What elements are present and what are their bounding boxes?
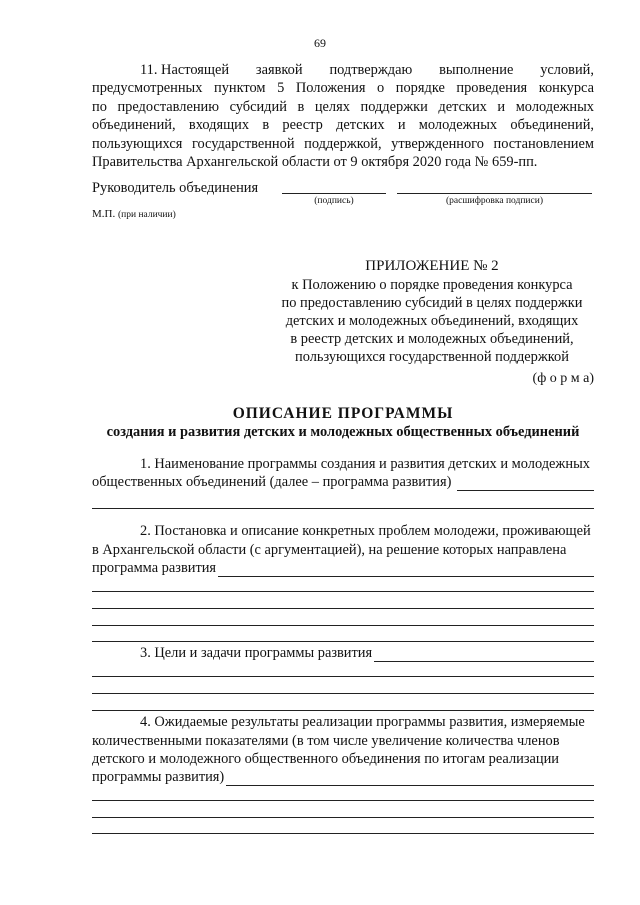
- section-4-line-1: 4. Ожидаемые результаты реализации программы развития, измеряемые: [140, 714, 585, 730]
- para11-line-5: пользующихся государственной поддержкой, утвержденного постановлением: [92, 136, 594, 152]
- appendix-line-5: пользующихся государственной поддержкой: [295, 349, 569, 365]
- section-3-line-1: [92, 645, 594, 662]
- answer-line[interactable]: [92, 693, 594, 694]
- answer-line[interactable]: [92, 641, 594, 642]
- answer-line[interactable]: [92, 833, 594, 834]
- section-2-line-2: в Архангельской области (с аргументацией), на решение которых направлена: [92, 542, 567, 558]
- seal-label: [92, 208, 176, 220]
- para11-line-1: [140, 62, 594, 79]
- appendix-line-3: детских и молодежных объединений, входящих: [285, 313, 579, 329]
- section-4-line-3: детского и молодежного общественного объединения по итогам реализации: [92, 751, 560, 767]
- answer-line[interactable]: [92, 608, 594, 609]
- form-label: (ф о р м а): [532, 371, 594, 386]
- answer-line[interactable]: [92, 817, 594, 818]
- para11-word: выполнение: [439, 62, 514, 78]
- para11-word: условий,: [540, 62, 594, 78]
- answer-line[interactable]: [92, 591, 594, 592]
- section-2-answer-field[interactable]: [218, 563, 594, 577]
- section-4-answer-field[interactable]: [226, 772, 594, 786]
- section-4-text: программы развития): [92, 769, 225, 785]
- signature-role: Руководитель объединения: [92, 180, 259, 196]
- signature-decode-caption: (расшифровка подписи): [446, 196, 543, 206]
- para11-line-3: по предоставлению субсидий в целях поддержки детских и молодежных: [92, 99, 594, 115]
- appendix-heading: ПРИЛОЖЕНИЕ № 2: [365, 258, 499, 274]
- document-title: ОПИСАНИЕ ПРОГРАММЫ: [232, 405, 454, 422]
- section-3-text: 3. Цели и задачи программы развития: [140, 645, 373, 661]
- page-number: 69: [314, 36, 326, 50]
- answer-line[interactable]: [92, 676, 594, 677]
- section-1-line-2: [92, 474, 594, 491]
- section-2-line-3: [92, 560, 594, 577]
- para11-line-4: объединений, входящих в реестр детских и молодежных объединений,: [92, 117, 594, 133]
- signature-decode-field[interactable]: [397, 193, 592, 194]
- para11-word: подтверждаю: [329, 62, 413, 78]
- answer-line[interactable]: [92, 508, 594, 509]
- section-3-answer-field[interactable]: [374, 648, 594, 662]
- section-2-text: программа развития: [92, 560, 217, 576]
- para11-line-6: Правительства Архангельской области от 9 октября 2020 года № 659-пп.: [92, 154, 538, 170]
- answer-line[interactable]: [92, 625, 594, 626]
- section-4-line-2: количественными показателями (в том числе увеличение количества членов: [92, 733, 560, 749]
- para11-word: 11. Настоящей: [140, 62, 230, 78]
- seal-note: (при наличии): [117, 210, 176, 220]
- appendix-line-4: в реестр детских и молодежных объединений,: [290, 331, 574, 347]
- signature-field[interactable]: [282, 193, 386, 194]
- section-4-line-4: [92, 769, 594, 786]
- appendix-line-2: по предоставлению субсидий в целях поддержки: [281, 295, 583, 311]
- section-1-line-1: 1. Наименование программы создания и развития детских и молодежных: [140, 456, 590, 472]
- para11-word: заявкой: [255, 62, 303, 78]
- seal-main: М.П.: [92, 208, 116, 220]
- section-1-text: общественных объединений (далее – программа развития): [92, 474, 452, 490]
- signature-caption: (подпись): [314, 196, 354, 206]
- section-2-line-1: 2. Постановка и описание конкретных проблем молодежи, проживающей: [140, 523, 591, 539]
- section-1-answer-field[interactable]: [457, 477, 594, 491]
- answer-line[interactable]: [92, 710, 594, 711]
- para11-line-2: предусмотренных пунктом 5 Положения о порядке проведения конкурса: [92, 80, 594, 96]
- answer-line[interactable]: [92, 800, 594, 801]
- appendix-line-1: к Положению о порядке проведения конкурса: [291, 277, 573, 293]
- document-subtitle: создания и развития детских и молодежных общественных объединений: [106, 424, 580, 440]
